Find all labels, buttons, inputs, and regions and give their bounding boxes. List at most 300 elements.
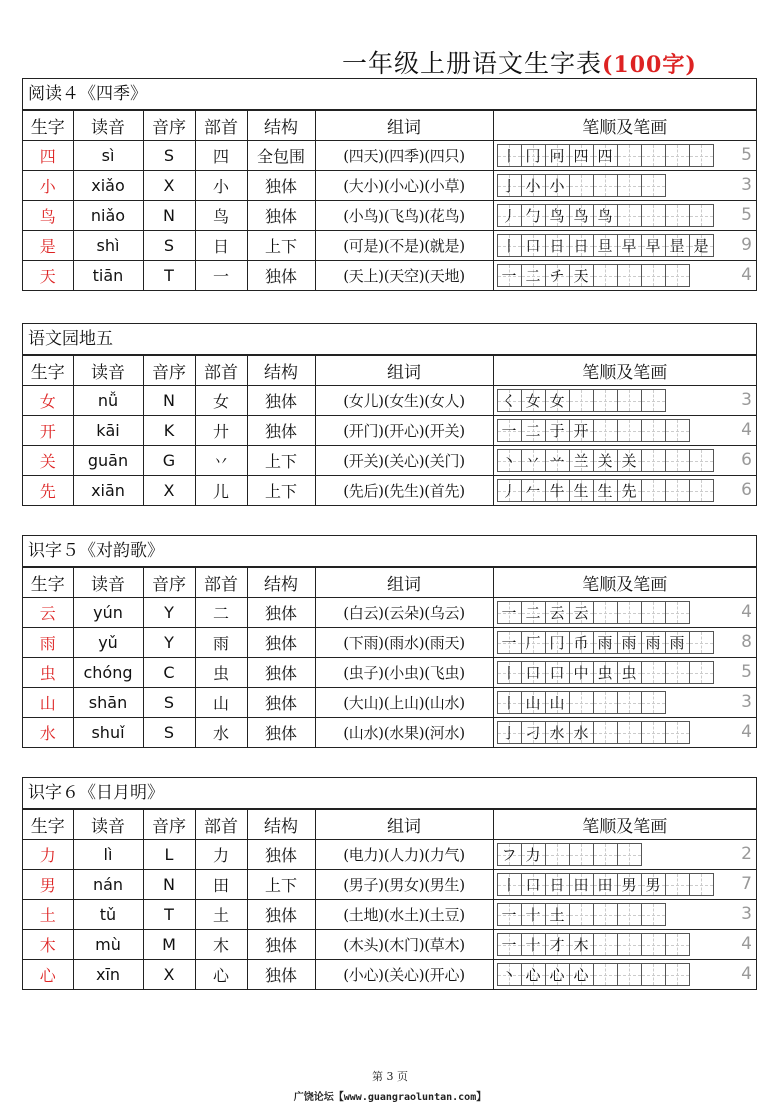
pinyin: xīn	[73, 960, 143, 990]
structure: 独体	[247, 416, 315, 446]
stroke-step	[497, 903, 522, 926]
stroke-count: 6	[741, 480, 752, 500]
char-section	[22, 535, 757, 748]
new-char: 虫	[23, 658, 73, 688]
stroke-order	[493, 870, 756, 900]
pinyin: nǚ	[73, 386, 143, 416]
stroke-step	[617, 479, 642, 502]
empty-grid-box	[641, 903, 666, 926]
stroke-count: 4	[741, 934, 752, 954]
phonetic-initial: S	[143, 718, 195, 748]
table-row	[23, 446, 756, 476]
stroke-grid	[497, 963, 689, 986]
structure: 独体	[247, 171, 315, 201]
stroke-step	[545, 389, 570, 412]
empty-grid-box	[593, 721, 618, 744]
stroke-glyph: 牛	[549, 482, 565, 500]
site-footer: 广饶论坛【www.guangraoluntan.com】	[293, 1092, 487, 1103]
pinyin: yún	[73, 598, 143, 628]
stroke-glyph: 小	[525, 177, 541, 195]
stroke-step	[545, 631, 570, 654]
stroke-glyph: 中	[573, 664, 589, 682]
stroke-order	[493, 446, 756, 476]
column-header: 部首	[195, 810, 247, 840]
column-header: 笔顺及笔画	[493, 111, 756, 141]
stroke-glyph: 生	[597, 482, 613, 500]
pinyin: nán	[73, 870, 143, 900]
stroke-step	[497, 204, 522, 227]
word-examples: (下雨)(雨水)(雨天)	[315, 628, 493, 658]
stroke-glyph: チ	[549, 267, 565, 285]
empty-grid-box	[617, 903, 642, 926]
phonetic-initial: K	[143, 416, 195, 446]
stroke-count: 3	[741, 692, 752, 712]
structure: 独体	[247, 688, 315, 718]
table-row	[23, 386, 756, 416]
stroke-glyph: 冂	[549, 634, 565, 652]
stroke-grid	[497, 449, 713, 472]
stroke-count: 4	[741, 964, 752, 984]
stroke-grid	[497, 264, 689, 287]
stroke-count: 5	[741, 662, 752, 682]
stroke-glyph: 云	[573, 604, 589, 622]
empty-grid-box	[569, 389, 594, 412]
stroke-grid	[497, 419, 689, 442]
stroke-step	[593, 144, 618, 167]
stroke-step	[545, 264, 570, 287]
stroke-step	[617, 234, 642, 257]
stroke-grid	[497, 721, 689, 744]
empty-grid-box	[689, 144, 714, 167]
char-section	[22, 777, 757, 990]
stroke-glyph: 土	[549, 906, 565, 924]
new-char: 天	[23, 261, 73, 291]
stroke-grid	[497, 873, 713, 896]
stroke-step	[593, 631, 618, 654]
column-header: 组词	[315, 568, 493, 598]
new-char: 鸟	[23, 201, 73, 231]
stroke-glyph: 丿	[501, 207, 517, 225]
stroke-grid	[497, 601, 689, 624]
char-table	[23, 567, 756, 747]
stroke-glyph: 木	[573, 936, 589, 954]
column-header: 部首	[195, 568, 247, 598]
stroke-glyph: 水	[549, 724, 565, 742]
stroke-count: 4	[741, 265, 752, 285]
stroke-step	[497, 389, 522, 412]
empty-grid-box	[689, 873, 714, 896]
structure: 独体	[247, 201, 315, 231]
phonetic-initial: X	[143, 171, 195, 201]
stroke-glyph: 丨	[501, 876, 517, 894]
table-row	[23, 201, 756, 231]
table-row	[23, 840, 756, 870]
stroke-order	[493, 201, 756, 231]
stroke-glyph: 一	[501, 634, 517, 652]
empty-grid-box	[665, 601, 690, 624]
radical: 田	[195, 870, 247, 900]
header-row	[23, 810, 756, 840]
pinyin: yǔ	[73, 628, 143, 658]
stroke-order	[493, 171, 756, 201]
stroke-glyph: 丨	[501, 694, 517, 712]
stroke-step	[497, 174, 522, 197]
stroke-step	[497, 449, 522, 472]
stroke-glyph: 小	[549, 177, 565, 195]
phonetic-initial: M	[143, 930, 195, 960]
stroke-glyph: 口	[549, 664, 565, 682]
char-section	[22, 323, 757, 506]
new-char: 开	[23, 416, 73, 446]
stroke-step	[593, 873, 618, 896]
stroke-order	[493, 231, 756, 261]
stroke-step	[521, 174, 546, 197]
radical: 女	[195, 386, 247, 416]
radical: 虫	[195, 658, 247, 688]
stroke-step	[497, 601, 522, 624]
stroke-step	[569, 449, 594, 472]
column-header: 读音	[73, 568, 143, 598]
stroke-step	[521, 903, 546, 926]
page-number: 第 3 页	[372, 1070, 408, 1083]
header-row	[23, 356, 756, 386]
word-examples: (天上)(天空)(天地)	[315, 261, 493, 291]
stroke-glyph: 丶	[501, 966, 517, 984]
stroke-step	[569, 963, 594, 986]
empty-grid-box	[617, 721, 642, 744]
structure: 独体	[247, 658, 315, 688]
empty-grid-box	[593, 419, 618, 442]
stroke-step	[521, 631, 546, 654]
stroke-step	[617, 661, 642, 684]
radical: 小	[195, 171, 247, 201]
radical: 心	[195, 960, 247, 990]
stroke-glyph: 日	[549, 876, 565, 894]
phonetic-initial: L	[143, 840, 195, 870]
char-count-badge: (100字)	[602, 52, 697, 78]
pinyin: shān	[73, 688, 143, 718]
stroke-glyph: 山	[525, 694, 541, 712]
word-examples: (开门)(开心)(开关)	[315, 416, 493, 446]
stroke-step	[569, 661, 594, 684]
stroke-grid	[497, 144, 713, 167]
stroke-step	[569, 479, 594, 502]
stroke-step	[545, 174, 570, 197]
empty-grid-box	[641, 479, 666, 502]
empty-grid-box	[641, 264, 666, 287]
stroke-step	[497, 144, 522, 167]
column-header: 结构	[247, 111, 315, 141]
stroke-count: 3	[741, 904, 752, 924]
word-examples: (木头)(木门)(草木)	[315, 930, 493, 960]
structure: 独体	[247, 840, 315, 870]
stroke-step	[497, 933, 522, 956]
stroke-step	[497, 721, 522, 744]
column-header: 音序	[143, 111, 195, 141]
pinyin: tiān	[73, 261, 143, 291]
header-row	[23, 111, 756, 141]
word-examples: (大山)(上山)(山水)	[315, 688, 493, 718]
empty-grid-box	[617, 204, 642, 227]
empty-grid-box	[593, 903, 618, 926]
stroke-step	[593, 449, 618, 472]
empty-grid-box	[641, 204, 666, 227]
phonetic-initial: T	[143, 261, 195, 291]
table-row	[23, 658, 756, 688]
table-row	[23, 870, 756, 900]
stroke-step	[521, 419, 546, 442]
stroke-step	[545, 691, 570, 714]
empty-grid-box	[593, 963, 618, 986]
stroke-step	[497, 873, 522, 896]
stroke-glyph: 丿	[501, 482, 517, 500]
empty-grid-box	[641, 691, 666, 714]
stroke-glyph: 亅	[501, 724, 517, 742]
word-examples: (先后)(先生)(首先)	[315, 476, 493, 506]
stroke-step	[617, 631, 642, 654]
structure: 独体	[247, 261, 315, 291]
stroke-glyph: 虫	[621, 664, 637, 682]
stroke-order	[493, 476, 756, 506]
stroke-step	[497, 479, 522, 502]
stroke-glyph: 丨	[501, 664, 517, 682]
stroke-glyph: 丨	[501, 147, 517, 165]
stroke-glyph: 鸟	[597, 207, 613, 225]
stroke-glyph: 先	[621, 482, 637, 500]
stroke-step	[593, 661, 618, 684]
new-char: 木	[23, 930, 73, 960]
stroke-glyph: 水	[573, 724, 589, 742]
new-char: 是	[23, 231, 73, 261]
stroke-count: 4	[741, 722, 752, 742]
stroke-glyph: 田	[597, 876, 613, 894]
page-title	[342, 44, 697, 80]
new-char: 心	[23, 960, 73, 990]
radical: 雨	[195, 628, 247, 658]
radical: 山	[195, 688, 247, 718]
phonetic-initial: S	[143, 231, 195, 261]
stroke-step	[545, 601, 570, 624]
word-examples: (小鸟)(飞鸟)(花鸟)	[315, 201, 493, 231]
stroke-step	[521, 449, 546, 472]
stroke-glyph: 男	[645, 876, 661, 894]
stroke-order	[493, 386, 756, 416]
pinyin: shuǐ	[73, 718, 143, 748]
empty-grid-box	[641, 419, 666, 442]
stroke-glyph: 勹	[525, 207, 541, 225]
char-table	[23, 355, 756, 505]
stroke-grid	[497, 204, 713, 227]
column-header: 音序	[143, 568, 195, 598]
stroke-count: 8	[741, 632, 752, 652]
stroke-step	[545, 419, 570, 442]
empty-grid-box	[617, 174, 642, 197]
column-header: 部首	[195, 356, 247, 386]
stroke-step	[521, 843, 546, 866]
stroke-step	[569, 933, 594, 956]
pinyin: chóng	[73, 658, 143, 688]
empty-grid-box	[569, 691, 594, 714]
empty-grid-box	[593, 933, 618, 956]
stroke-glyph: 币	[573, 634, 589, 652]
stroke-step	[593, 204, 618, 227]
stroke-order	[493, 960, 756, 990]
new-char: 雨	[23, 628, 73, 658]
stroke-step	[545, 144, 570, 167]
word-examples: (白云)(云朵)(乌云)	[315, 598, 493, 628]
new-char: 云	[23, 598, 73, 628]
new-char: 土	[23, 900, 73, 930]
stroke-step	[521, 661, 546, 684]
char-table	[23, 809, 756, 989]
stroke-glyph: 一	[501, 267, 517, 285]
stroke-glyph: 一	[501, 936, 517, 954]
stroke-step	[545, 204, 570, 227]
stroke-count: 7	[741, 874, 752, 894]
stroke-grid	[497, 389, 665, 412]
column-header: 生字	[23, 568, 73, 598]
stroke-step	[497, 264, 522, 287]
stroke-glyph: 田	[573, 876, 589, 894]
stroke-glyph: 丷	[525, 452, 541, 470]
stroke-order	[493, 261, 756, 291]
empty-grid-box	[617, 933, 642, 956]
empty-grid-box	[665, 721, 690, 744]
new-char: 水	[23, 718, 73, 748]
stroke-step	[521, 691, 546, 714]
radical: 木	[195, 930, 247, 960]
empty-grid-box	[641, 601, 666, 624]
word-examples: (虫子)(小虫)(飞虫)	[315, 658, 493, 688]
stroke-glyph: 山	[549, 694, 565, 712]
stroke-glyph: 旦	[597, 237, 613, 255]
empty-grid-box	[545, 843, 570, 866]
phonetic-initial: C	[143, 658, 195, 688]
stroke-glyph: 关	[597, 452, 613, 470]
empty-grid-box	[689, 479, 714, 502]
char-section	[22, 78, 757, 291]
stroke-glyph: 力	[525, 846, 541, 864]
radical: 鸟	[195, 201, 247, 231]
empty-grid-box	[593, 264, 618, 287]
stroke-glyph: 生	[573, 482, 589, 500]
word-examples: (小心)(关心)(开心)	[315, 960, 493, 990]
stroke-count: 4	[741, 420, 752, 440]
column-header: 生字	[23, 356, 73, 386]
section-title: 识字５《对韵歌》	[23, 536, 756, 567]
stroke-step	[569, 873, 594, 896]
phonetic-initial: N	[143, 201, 195, 231]
empty-grid-box	[617, 963, 642, 986]
empty-grid-box	[641, 661, 666, 684]
stroke-glyph: 雨	[597, 634, 613, 652]
empty-grid-box	[617, 691, 642, 714]
word-examples: (大小)(小心)(小草)	[315, 171, 493, 201]
table-row	[23, 261, 756, 291]
stroke-glyph: く	[501, 392, 517, 410]
empty-grid-box	[593, 843, 618, 866]
stroke-glyph: 开	[573, 422, 589, 440]
stroke-glyph: 日	[549, 237, 565, 255]
stroke-step	[545, 449, 570, 472]
structure: 独体	[247, 718, 315, 748]
stroke-step	[641, 631, 666, 654]
structure: 上下	[247, 870, 315, 900]
table-row	[23, 930, 756, 960]
stroke-step	[497, 234, 522, 257]
stroke-glyph: 四	[573, 147, 589, 165]
new-char: 小	[23, 171, 73, 201]
phonetic-initial: X	[143, 476, 195, 506]
stroke-grid	[497, 691, 665, 714]
structure: 上下	[247, 476, 315, 506]
phonetic-initial: N	[143, 870, 195, 900]
stroke-glyph: 男	[621, 876, 637, 894]
radical: 廾	[195, 416, 247, 446]
column-header: 结构	[247, 568, 315, 598]
table-row	[23, 171, 756, 201]
stroke-glyph: 早	[621, 237, 637, 255]
stroke-step	[545, 479, 570, 502]
stroke-grid	[497, 234, 713, 257]
stroke-order	[493, 840, 756, 870]
stroke-step	[521, 601, 546, 624]
stroke-grid	[497, 903, 665, 926]
column-header: 生字	[23, 810, 73, 840]
new-char: 女	[23, 386, 73, 416]
page-title-text: 一年级上册语文生字表	[342, 49, 603, 78]
stroke-order	[493, 688, 756, 718]
stroke-glyph: 昰	[669, 237, 685, 255]
empty-grid-box	[641, 174, 666, 197]
empty-grid-box	[641, 933, 666, 956]
stroke-order	[493, 658, 756, 688]
radical: 土	[195, 900, 247, 930]
stroke-glyph: 雨	[669, 634, 685, 652]
stroke-count: 9	[741, 235, 752, 255]
empty-grid-box	[665, 264, 690, 287]
stroke-glyph: 鸟	[549, 207, 565, 225]
empty-grid-box	[617, 389, 642, 412]
section-title: 阅读４《四季》	[23, 79, 756, 110]
word-examples: (可是)(不是)(就是)	[315, 231, 493, 261]
stroke-glyph: 一	[501, 422, 517, 440]
table-row	[23, 900, 756, 930]
stroke-step	[569, 631, 594, 654]
empty-grid-box	[689, 449, 714, 472]
stroke-order	[493, 930, 756, 960]
word-examples: (电力)(人力)(力气)	[315, 840, 493, 870]
stroke-step	[497, 419, 522, 442]
phonetic-initial: Y	[143, 628, 195, 658]
structure: 独体	[247, 960, 315, 990]
stroke-grid	[497, 843, 641, 866]
pinyin: niǎo	[73, 201, 143, 231]
empty-grid-box	[689, 631, 714, 654]
column-header: 组词	[315, 111, 493, 141]
phonetic-initial: S	[143, 141, 195, 171]
stroke-step	[521, 873, 546, 896]
stroke-step	[545, 661, 570, 684]
column-header: 组词	[315, 356, 493, 386]
stroke-step	[569, 601, 594, 624]
structure: 全包围	[247, 141, 315, 171]
stroke-glyph: 刁	[525, 724, 541, 742]
empty-grid-box	[665, 144, 690, 167]
stroke-step	[545, 933, 570, 956]
stroke-glyph: 雨	[621, 634, 637, 652]
stroke-order	[493, 900, 756, 930]
